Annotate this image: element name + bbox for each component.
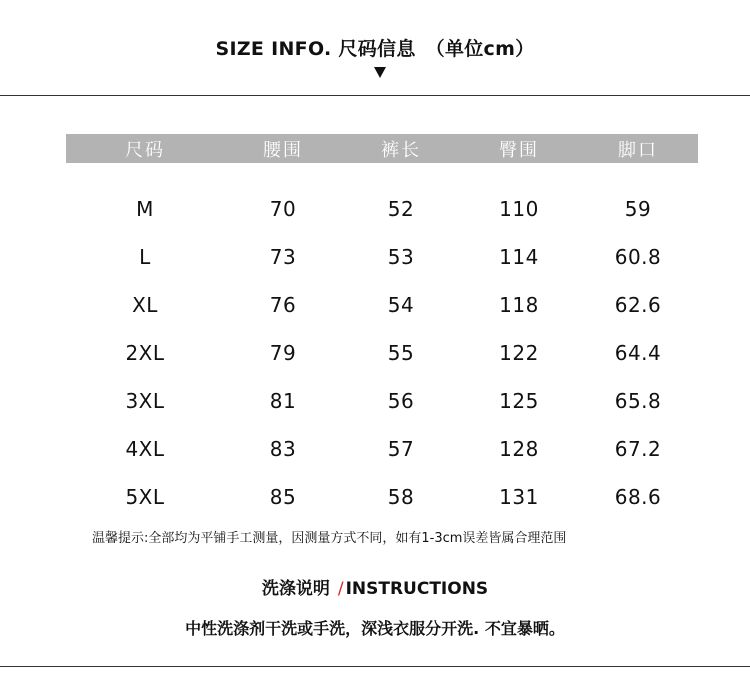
table-row bbox=[66, 281, 698, 329]
table-row bbox=[66, 233, 698, 281]
instructions-title-cn: 洗涤说明 bbox=[261, 579, 330, 599]
instructions-title bbox=[0, 574, 750, 599]
table-cell: 5XL bbox=[125, 485, 165, 509]
measurement-note: 温馨提示:全部均为平铺手工测量，因测量方式不同，如有1-3cm误差皆属合理范围 bbox=[92, 531, 567, 546]
table-cell: 64.4 bbox=[614, 341, 662, 365]
table-cell: 4XL bbox=[125, 437, 165, 461]
top-divider bbox=[0, 95, 750, 96]
column-header-length: 裤长 bbox=[342, 134, 460, 163]
table-cell: 70 bbox=[269, 197, 297, 221]
instructions-text: 中性洗涤剂干洗或手洗，深浅衣服分开洗. 不宜暴晒。 bbox=[185, 619, 565, 638]
unit-label: （单位cm） bbox=[425, 38, 535, 60]
table-cell: 58 bbox=[387, 485, 415, 509]
table-cell: 52 bbox=[387, 197, 415, 221]
table-cell: XL bbox=[132, 293, 158, 317]
table-cell: 59 bbox=[624, 197, 652, 221]
bottom-divider bbox=[0, 666, 750, 667]
table-cell: 60.8 bbox=[614, 245, 662, 269]
table-cell: 131 bbox=[499, 485, 539, 509]
table-cell: 2XL bbox=[125, 341, 165, 365]
table-cell: 57 bbox=[387, 437, 415, 461]
table-cell: 54 bbox=[387, 293, 415, 317]
table-cell: 73 bbox=[269, 245, 297, 269]
table-cell: 128 bbox=[499, 437, 539, 461]
column-header-size: 尺码 bbox=[66, 134, 224, 163]
table-cell: 65.8 bbox=[614, 389, 662, 413]
table-row bbox=[66, 329, 698, 377]
table-cell: 3XL bbox=[125, 389, 165, 413]
down-arrow-icon bbox=[374, 67, 386, 78]
table-cell: 85 bbox=[269, 485, 297, 509]
column-header-waist: 腰围 bbox=[224, 134, 342, 163]
table-cell: 79 bbox=[269, 341, 297, 365]
column-header-hem: 脚口 bbox=[578, 134, 698, 163]
size-info-title-text: SIZE INFO. 尺码信息 bbox=[215, 38, 416, 60]
instructions-slash: / bbox=[337, 579, 344, 599]
table-cell: 56 bbox=[387, 389, 415, 413]
table-row bbox=[66, 377, 698, 425]
size-table bbox=[66, 134, 698, 521]
table-row bbox=[66, 473, 698, 521]
table-cell: 83 bbox=[269, 437, 297, 461]
table-cell: 68.6 bbox=[614, 485, 662, 509]
table-cell: 81 bbox=[269, 389, 297, 413]
instructions-title-en: INSTRUCTIONS bbox=[345, 579, 489, 599]
table-cell: 110 bbox=[499, 197, 539, 221]
table-cell: 122 bbox=[499, 341, 539, 365]
table-cell: M bbox=[136, 197, 154, 221]
table-cell: L bbox=[139, 245, 151, 269]
table-cell: 67.2 bbox=[614, 437, 662, 461]
table-cell: 76 bbox=[269, 293, 297, 317]
table-cell: 125 bbox=[499, 389, 539, 413]
table-row bbox=[66, 425, 698, 473]
table-cell: 114 bbox=[499, 245, 539, 269]
table-cell: 53 bbox=[387, 245, 415, 269]
table-row bbox=[66, 185, 698, 233]
table-spacer bbox=[66, 163, 698, 185]
table-header-row bbox=[66, 134, 698, 163]
table-cell: 55 bbox=[387, 341, 415, 365]
column-header-hip: 臀围 bbox=[460, 134, 578, 163]
table-cell: 62.6 bbox=[614, 293, 662, 317]
table-cell: 118 bbox=[499, 293, 539, 317]
size-info-title bbox=[0, 34, 750, 61]
